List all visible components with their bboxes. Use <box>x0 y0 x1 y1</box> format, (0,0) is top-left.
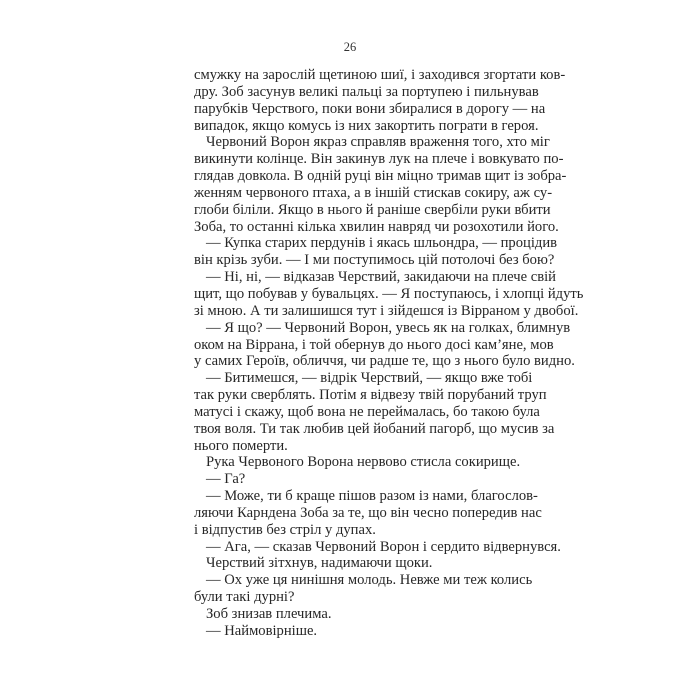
page-number: 26 <box>343 40 357 54</box>
text-line: — Битимешся, — відрік Черствий, — якщо вже тобі <box>206 370 533 387</box>
text-line: — Ох уже ця нинішня молодь. Невже ми теж колись <box>206 572 533 589</box>
text-line: щит, що побував у бувальцях. — Я поступаюсь, і хлопці йдуть <box>194 285 584 302</box>
text-line: Рука Червоного Ворона нервово стисла сокирище. <box>206 454 521 471</box>
text-line: — Ага, — сказав Червоний Ворон і сердито відвернувся. <box>206 538 561 555</box>
text-line: — Я що? — Червоний Ворон, увесь як на голках, блимнув <box>206 319 571 336</box>
text-line: викинути колінце. Він закинув лук на плече і вовкувато по- <box>194 151 564 168</box>
text-line: були такі дурні? <box>194 589 295 606</box>
text-line: Черствий зітхнув, надимаючи щоки. <box>206 555 433 572</box>
text-line: твоя воля. Ти так любив цей йобаний пагорб, що мусив за <box>194 420 555 437</box>
text-line: глядав довкола. В одній руці він міцно тримав щит із зобра- <box>194 168 567 185</box>
text-line: Зоб знизав плечима. <box>206 606 332 622</box>
text-line: так руки сверблять. Потім я відвезу твій порубаний труп <box>194 387 547 404</box>
text-line: глоби біліли. Якщо в нього й раніше свербіли руки вбити <box>194 201 551 218</box>
text-line: — Купка старих пердунів і якась шльондра, — процідив <box>206 235 558 252</box>
text-line: Зоба, то останні кілька хвилин навряд чи розохотили його. <box>194 218 559 235</box>
text-line: Червоний Ворон якраз справляв враження того, хто міг <box>206 134 550 151</box>
text-line: матусі і скажу, щоб вона не переймалась, бо такою була <box>194 403 540 420</box>
text-line: — Ні, ні, — відказав Черствий, закидаючи на плече свій <box>206 269 556 286</box>
body-text <box>194 67 584 640</box>
text-line: — Може, ти б краще пішов разом із нами, благослов- <box>206 488 538 505</box>
text-line: випадок, якщо комусь із них закортить пограти в героя. <box>194 117 539 134</box>
text-line: він крізь зуби. — І ми поступимось цій потолочі без бою? <box>194 252 555 269</box>
text-line: зі мною. А ти залишишся тут і зійдешся із Вірраном у двобої. <box>194 302 579 319</box>
text-line: дру. Зоб засунув великі пальці за портупею і пильнував <box>194 83 539 100</box>
text-line: оком на Віррана, і той обернув до нього досі кам’яне, мов <box>194 336 554 353</box>
text-line: — Га? <box>206 471 246 488</box>
text-line: і відпустив без стріл у дупах. <box>194 521 376 538</box>
text-line: ляючи Карндена Зоба за те, що він чесно попередив нас <box>194 504 542 521</box>
text-line: у самих Героїв, обличчя, чи радше те, що з нього було видно. <box>194 353 575 370</box>
text-line: — Наймовірніше. <box>206 622 318 639</box>
text-line: женням червоного птаха, а в іншій стискав сокиру, аж су- <box>194 184 553 201</box>
text-line: смужку на зарослій щетиною шиї, і заходився згортати ков- <box>194 67 566 83</box>
text-line: нього померти. <box>194 437 288 454</box>
text-line: парубків Черствого, поки вони збиралися в дорогу — на <box>194 100 546 117</box>
